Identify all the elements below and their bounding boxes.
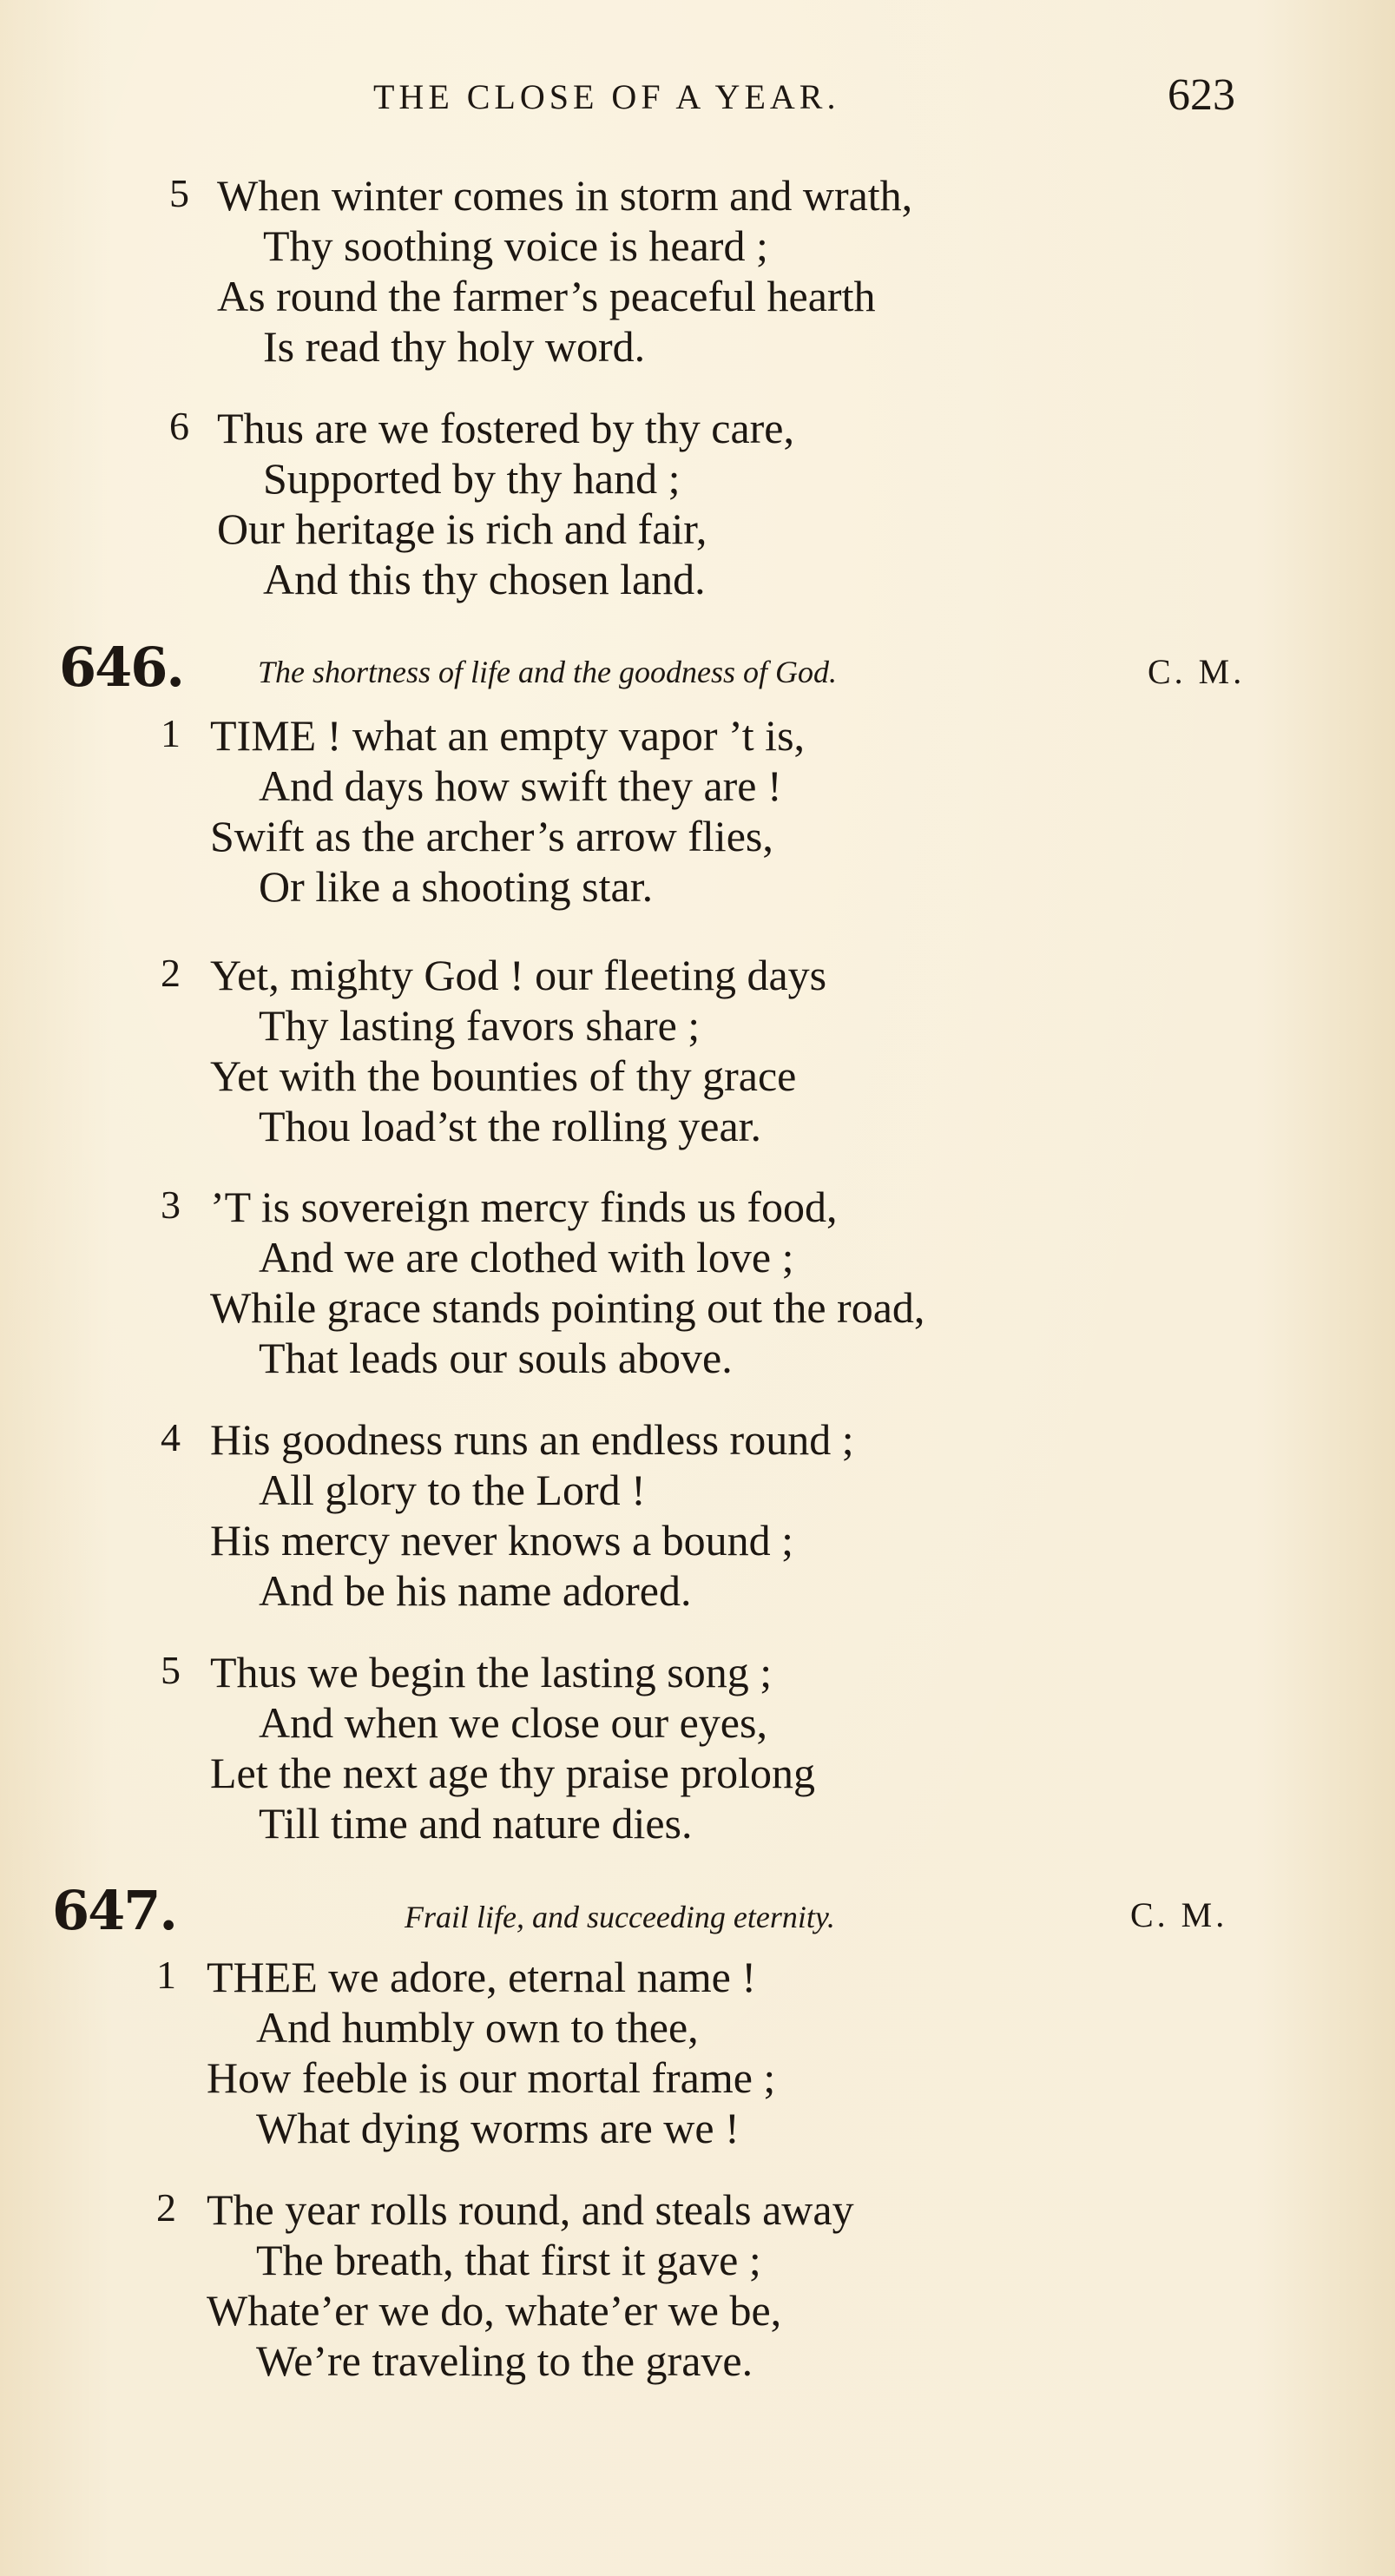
verse-line: THEE we adore, eternal name ! <box>207 1953 757 2001</box>
verse-line: Thy soothing voice is heard ; <box>263 221 768 270</box>
stanza-number: 2 <box>156 2185 176 2230</box>
stanza-number: 6 <box>169 404 189 448</box>
hymn-number: 647. <box>52 1879 177 1942</box>
stanza-number: 1 <box>161 711 181 755</box>
verse-line: Our heritage is rich and fair, <box>217 504 707 553</box>
verse-line: Yet with the bounties of thy grace <box>210 1051 797 1100</box>
verse-line: Let the next age thy praise prolong <box>210 1749 815 1797</box>
verse-line: Thou load’st the rolling year. <box>259 1102 762 1150</box>
verse-line: His mercy never knows a bound ; <box>210 1516 794 1565</box>
stanza-number: 3 <box>161 1183 181 1227</box>
stanza-number: 4 <box>161 1415 181 1459</box>
verse-line: And be his name adored. <box>259 1566 692 1615</box>
verse-line: Or like a shooting star. <box>259 862 654 911</box>
stanza-number: 5 <box>161 1648 181 1692</box>
verse-line: And when we close our eyes, <box>259 1698 767 1747</box>
verse-line: And this thy chosen land. <box>263 555 706 603</box>
verse-line: TIME ! what an empty vapor ’t is, <box>210 711 806 760</box>
hymn-title: Frail life, and succeeding eternity. <box>405 1900 835 1934</box>
verse-line: His goodness runs an endless round ; <box>210 1415 854 1464</box>
verse-line: The breath, that first it gave ; <box>256 2236 761 2284</box>
verse-line: And we are clothed with love ; <box>259 1233 794 1281</box>
verse-line: Thus are we fostered by thy care, <box>217 404 794 452</box>
verse-line: Supported by thy hand ; <box>263 454 681 503</box>
verse-line: Swift as the archer’s arrow flies, <box>210 812 773 860</box>
page-number: 623 <box>1168 70 1235 120</box>
verse-line: All glory to the Lord ! <box>259 1466 646 1514</box>
verse-line: Yet, mighty God ! our fleeting days <box>210 951 827 999</box>
hymn-meter: C. M. <box>1148 652 1246 691</box>
verse-line: Till time and nature dies. <box>259 1799 693 1848</box>
verse-line: How feeble is our mortal frame ; <box>207 2053 776 2102</box>
verse-line: And humbly own to thee, <box>256 2003 699 2052</box>
verse-line: The year rolls round, and steals away <box>207 2185 854 2234</box>
stanza-number: 2 <box>161 951 181 995</box>
verse-line: While grace stands pointing out the road, <box>210 1283 925 1332</box>
hymn-number: 646. <box>59 636 184 699</box>
verse-line: ’T is sovereign mercy finds us food, <box>210 1183 838 1231</box>
verse-line: We’re traveling to the grave. <box>256 2336 753 2385</box>
verse-line: As round the farmer’s peaceful hearth <box>217 272 876 320</box>
hymn-meter: C. M. <box>1130 1895 1228 1934</box>
verse-line: When winter comes in storm and wrath, <box>217 171 913 220</box>
verse-line: Is read thy holy word. <box>263 322 646 371</box>
verse-line: That leads our souls above. <box>259 1334 733 1382</box>
verse-line: What dying worms are we ! <box>256 2104 740 2152</box>
verse-line: Thus we begin the lasting song ; <box>210 1648 773 1696</box>
verse-line: Whate’er we do, whate’er we be, <box>207 2286 782 2335</box>
running-head: THE CLOSE OF A YEAR. <box>373 77 840 116</box>
stanza-number: 5 <box>169 171 189 215</box>
hymn-title: The shortness of life and the goodness of God. <box>258 655 837 689</box>
verse-line: Thy lasting favors share ; <box>259 1001 701 1050</box>
stanza-number: 1 <box>156 1953 176 1997</box>
verse-line: And days how swift they are ! <box>259 761 782 810</box>
